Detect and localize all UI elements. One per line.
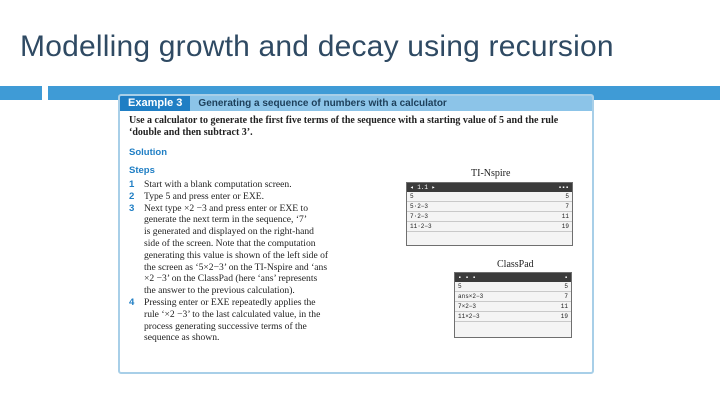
calc-row: 7×2−3 11 <box>455 302 571 312</box>
step-line: generating this value is shown of the left side of <box>144 249 329 261</box>
slide-title: Modelling growth and decay using recursion <box>20 30 614 63</box>
step-number: 2 <box>129 190 135 202</box>
tinspire-topbar: ◂ 1.1 ▸ ▪▪▪ <box>407 183 572 192</box>
step-line: Next type ×2 −3 and press enter or EXE to <box>144 202 309 214</box>
step-line: the answer to the previous calculation). <box>144 285 295 297</box>
steps-list <box>129 179 395 344</box>
step-number: 3 <box>129 202 135 214</box>
step-line: side of the screen. Note that the computation <box>144 237 316 249</box>
example-heading: Generating a sequence of numbers with a calculator <box>198 98 447 109</box>
step-line: Start with a blank computation screen. <box>144 179 292 190</box>
classpad-label: ClassPad <box>497 259 534 270</box>
step-line: rule ‘×2 −3’ to the last calculated value, in the <box>144 308 321 320</box>
example-intro: Use a calculator to generate the first five terms of the sequence with a starting value of 5 and the rule ‘double and then subtract 3’. <box>129 115 559 138</box>
calc-row: 5 5 <box>455 282 571 292</box>
tinspire-screen <box>406 182 573 246</box>
step-item <box>129 297 395 344</box>
step-line: Pressing enter or EXE repeatedly applies the <box>144 296 316 308</box>
step-item <box>129 191 395 203</box>
calc-row: 7·2−3 11 <box>407 212 572 222</box>
step-line: ×2 −3’ on the ClassPad (here ‘ans’ represents <box>144 273 318 285</box>
solution-label: Solution <box>129 147 167 158</box>
step-line: generate the next term in the sequence, ‘7’ <box>144 214 308 226</box>
example-header <box>120 96 592 111</box>
classpad-screen <box>454 272 572 338</box>
step-number: 4 <box>129 296 135 308</box>
calc-row: 5 5 <box>407 192 572 202</box>
example-card <box>118 94 594 374</box>
step-line: is generated and displayed on the right-hand <box>144 226 314 238</box>
example-tag: Example 3 <box>120 96 190 111</box>
step-line: process generating successive terms of the <box>144 320 307 332</box>
calc-row: ans×2−3 7 <box>455 292 571 302</box>
calc-row: 11×2−3 19 <box>455 312 571 322</box>
step-item <box>129 203 395 297</box>
step-line: Type 5 and press enter or EXE. <box>144 190 265 202</box>
step-number: 1 <box>129 179 135 190</box>
calc-row: 5·2−3 7 <box>407 202 572 212</box>
step-line: sequence as shown. <box>144 332 220 344</box>
accent-bar-left <box>0 86 42 100</box>
calc-row: 11·2−3 19 <box>407 222 572 232</box>
steps-label: Steps <box>129 165 155 176</box>
step-line: the screen as ‘5×2−3’ on the TI-Nspire and ‘ans <box>144 261 328 273</box>
classpad-topbar: ▪ ▪ ▪ ▪ <box>455 273 571 282</box>
tinspire-label: TI-Nspire <box>471 168 511 179</box>
step-item <box>129 179 395 191</box>
